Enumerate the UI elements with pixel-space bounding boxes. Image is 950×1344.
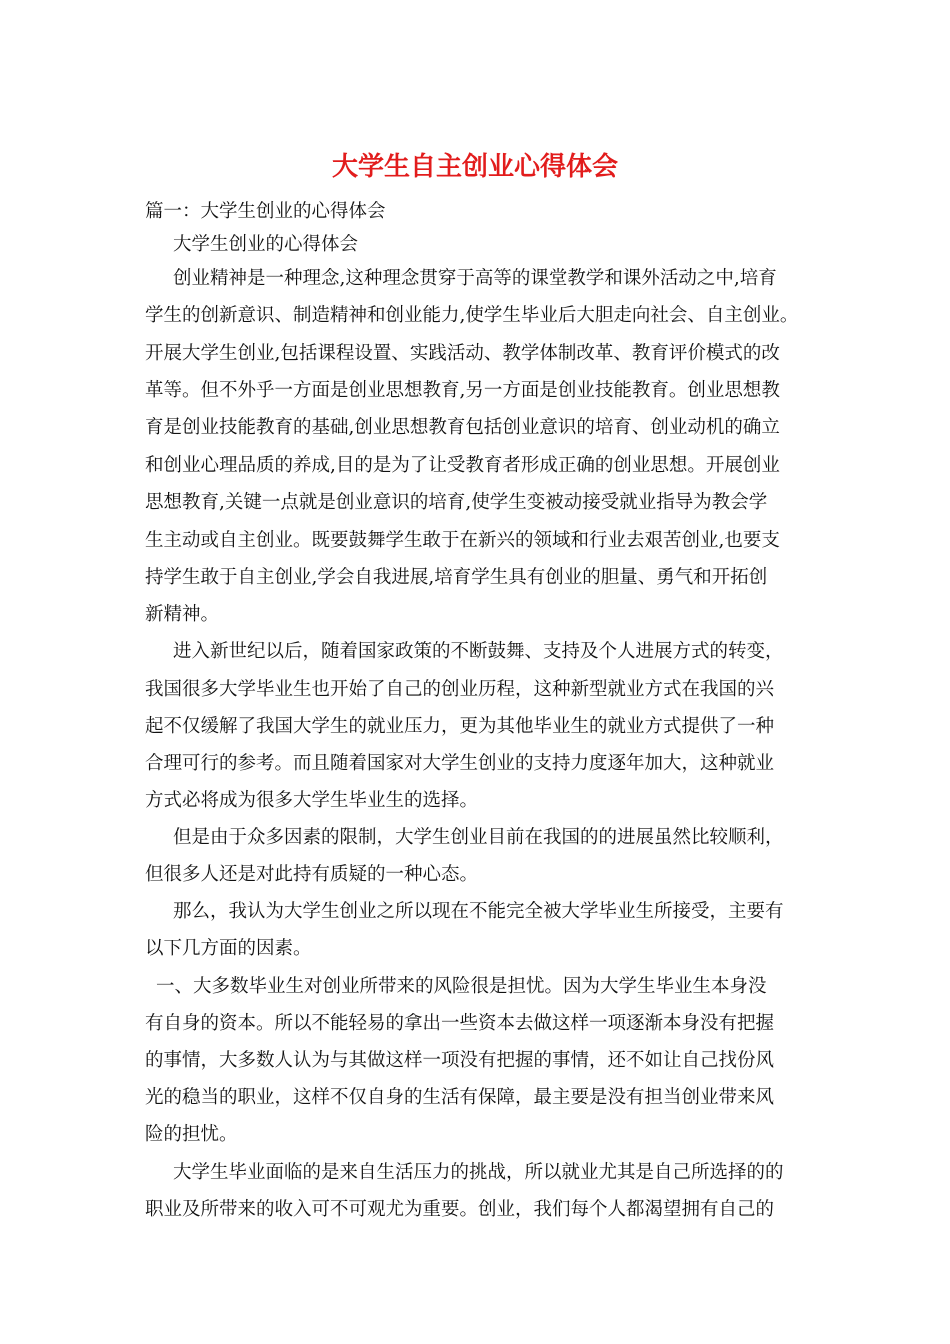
paragraph-line: 生主动或自主创业。既要鼓舞学生敢于在新兴的领域和行业去艰苦创业,也要支 [145,530,780,551]
paragraph-line: 合理可行的参考。而且随着国家对大学生创业的支持力度逐年加大，这种就业 [145,753,775,774]
paragraph-line: 和创业心理品质的养成,目的是为了让受教育者形成正确的创业思想。开展创业 [145,455,780,476]
paragraph-line: 进入新世纪以后，随着国家政策的不断鼓舞、支持及个人进展方式的转变， [173,641,784,662]
paragraph-line: 的事情，大多数人认为与其做这样一项没有把握的事情，还不如让自己找份风 [145,1050,775,1071]
paragraph-line: 育是创业技能教育的基础,创业思想教育包括创业意识的培育、创业动机的确立 [145,417,780,438]
paragraph-line: 持学生敢于自主创业,学会自我进展,培育学生具有创业的胆量、勇气和开拓创 [145,567,768,588]
paragraph-line: 方式必将成为很多大学生毕业生的选择。 [145,790,479,811]
paragraph-line: 职业及所带来的收入可不可观尤为重要。创业，我们每个人都渴望拥有自己的 [145,1199,775,1220]
paragraph-line: 革等。但不外乎一方面是创业思想教育,另一方面是创业技能教育。创业思想教 [145,380,780,401]
section-heading: 篇一：大学生创业的心得体会 [145,201,386,222]
paragraph-line: 那么，我认为大学生创业之所以现在不能完全被大学毕业生所接受，主要有 [173,901,784,922]
paragraph-line: 但很多人还是对此持有质疑的一种心态。 [145,864,479,885]
paragraph-line: 开展大学生创业,包括课程设置、实践活动、教学体制改革、教育评价模式的改 [145,343,780,364]
paragraph-line: 光的稳当的职业，这样不仅自身的生活有保障，最主要是没有担当创业带来风 [145,1087,775,1108]
paragraph-line: 有自身的资本。所以不能轻易的拿出一些资本去做这样一项逐渐本身没有把握 [145,1013,775,1034]
paragraph-line: 一、大多数毕业生对创业所带来的风险很是担忧。因为大学生毕业生本身没 [156,976,767,997]
paragraph-line: 大学生毕业面临的是来自生活压力的挑战，所以就业尤其是自己所选择的的 [173,1162,784,1183]
paragraph-line: 起不仅缓解了我国大学生的就业压力，更为其他毕业生的就业方式提供了一种 [145,716,775,737]
paragraph-line: 以下几方面的因素。 [145,938,312,959]
paragraph-line: 学生的创新意识、制造精神和创业能力,使学生毕业后大胆走向社会、自主创业。 [145,305,799,326]
paragraph-line: 险的担忧。 [145,1124,238,1145]
subsection-heading: 大学生创业的心得体会 [173,234,359,255]
page-title: 大学生自主创业心得体会 [331,152,618,182]
paragraph-line: 我国很多大学毕业生也开始了自己的创业历程，这种新型就业方式在我国的兴 [145,679,775,700]
paragraph-line: 但是由于众多因素的限制，大学生创业目前在我国的的进展虽然比较顺利， [173,827,784,848]
paragraph-line: 创业精神是一种理念,这种理念贯穿于高等的课堂教学和课外活动之中,培育 [173,268,777,289]
paragraph-line: 思想教育,关键一点就是创业意识的培育,使学生变被动接受就业指导为教会学 [145,492,768,513]
paragraph-line: 新精神。 [145,604,220,625]
